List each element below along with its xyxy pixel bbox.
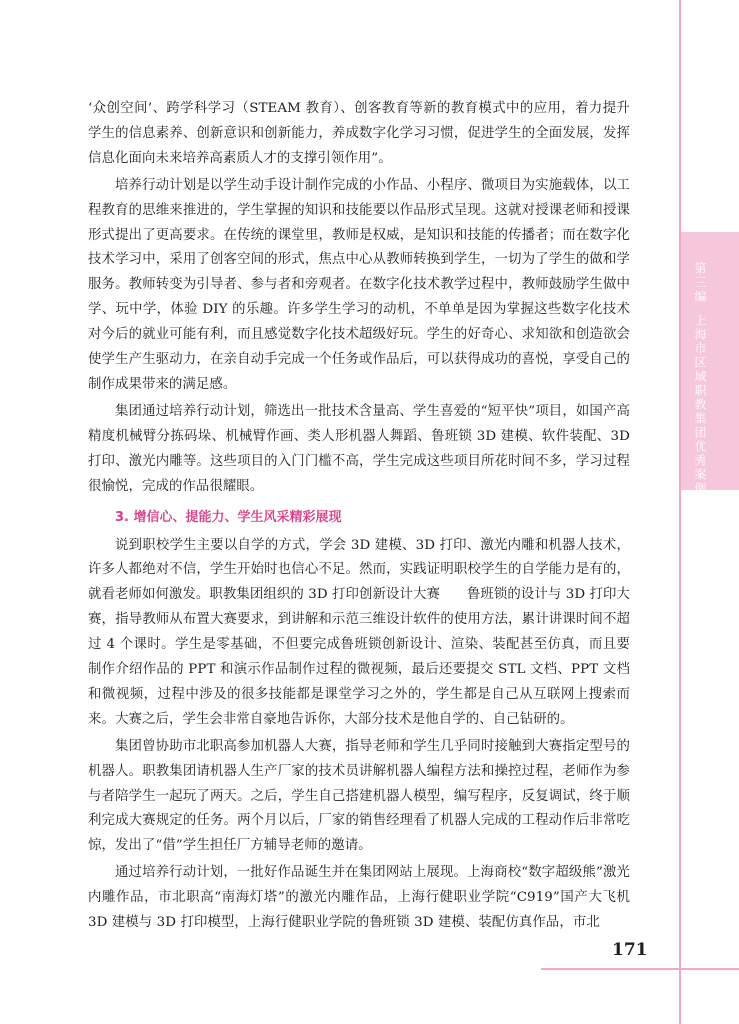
margin-rule (679, 0, 681, 1024)
body-paragraph: 集团通过培养行动计划，筛选出一批技术含量高、学生喜爱的“短平快”项目，如国产高精度机械臂分拣码垛、机械臂作画、类人形机器人舞蹈、鲁班锁 3D 建模、软件装配、3D 打印、激光内雕等。这些项目的入门门槛不高，学生完成这些项目所花时间不多，学习过程很愉悦，完成的作品很耀眼。 (88, 403, 630, 494)
section-heading: 3. 增信心、提能力、学生风采精彩展现 (115, 509, 342, 525)
body-paragraph: 说到职校学生主要以自学的方式，学会 3D 建模、3D 打印、激光内雕和机器人技术，许多人都绝对不信，学生开始时也信心不足。然而，实践证明职校学生的自学能力是有的，就看老师如何激发。职教集团组织的 3D 打印创新设计大赛 鲁班锁的设计与 3D 打印大赛，指导教师从布置大赛要求，到讲解和示范三维设计软件的使用方法，累计讲课时间不超过 4 个课时。学生是零基础，不但要完成鲁班锁创新设计、渲染、装配甚至仿真，而且要制作介绍作品的 PPT 和演示作品制作过程的微视频，最后还要提交 STL 文档、PPT 文档和微视频，过程中涉及的很多技能都是课堂学习之外的，学生都是自己从互联网上搜索而来。大赛之后，学生会非常自豪地告诉你，大部分技术是他自学的、自己钻研的。 (88, 537, 630, 727)
body-paragraph: 集团曾协助市北职高参加机器人大赛，指导老师和学生几乎同时接触到大赛指定型号的机器人。职教集团请机器人生产厂家的技术员讲解机器人编程方法和操控过程，老师作为参与者陪学生一起玩了两天。之后，学生自己搭建机器人模型，编写程序，反复调试，终于顺利完成大赛规定的任务。两个月以后，厂家的销售经理看了机器人完成的工程动作后非常吃惊，发出了“借”学生担任厂方辅导老师的邀请。 (88, 738, 630, 854)
body-paragraph: ‘众创空间’、跨学科学习（STEAM 教育）、创客教育等新的教育模式中的应用，着力提升学生的信息素养、创新意识和创新能力，养成数字化学习习惯，促进学生的全面发展，发挥信息化面向未来培养高素质人才的支撑引领作用”。 (88, 101, 630, 166)
page-number: 171 (612, 940, 648, 960)
footer-rule (541, 968, 739, 970)
page-body (88, 97, 630, 938)
body-paragraph: 培养行动计划是以学生动手设计制作完成的小作品、小程序、微项目为实施载体，以工程教育的思维来推进的，学生掌握的知识和技能要以作品形式呈现。这就对授课老师和授课形式提出了更高要求。在传统的课堂里，教师是权威，是知识和技能的传播者；而在数字化技术学习中，采用了创客空间的形式，焦点中心从教师转换到学生，一切为了学生的做和学服务。教师转变为引导者、参与者和旁观者。在数字化技术教学过程中，教师鼓励学生做中学、玩中学，体验 DIY 的乐趣。许多学生学习的动机，不单单是因为掌握这些数字化技术对今后的就业可能有利，而且感觉数字化技术超级好玩。学生的好奇心、求知欲和创造欲会使学生产生驱动力，在亲自动手完成一个任务或作品后，可以获得成功的喜悦，享受自己的制作成果带来的满足感。 (88, 177, 630, 392)
section-tab-part: 第三编 (693, 262, 707, 304)
body-paragraph: 通过培养行动计划，一批好作品诞生并在集团网站上展现。上海商校“数字超级熊”激光内雕作品，市北职高“南海灯塔”的激光内雕作品，上海行健职业学院“C919”国产大飞机 3D 建模与 3D 打印模型，上海行健职业学院的鲁班锁 3D 建模、装配仿真作品，市北 (88, 865, 630, 931)
section-tab-title: 上海市区域职教集团优秀案例 (693, 314, 707, 496)
section-tab-label (690, 262, 710, 496)
